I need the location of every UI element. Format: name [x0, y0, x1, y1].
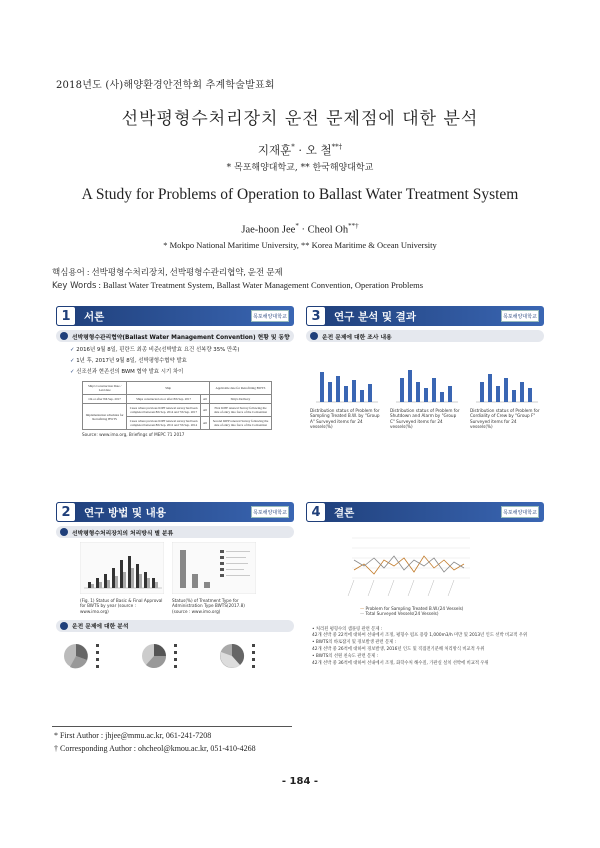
panel-1-bullet: ✓ 2016년 9월 8일, 핀란드 최종 비준(선박발효 요건 선복량 35% 만족)	[70, 345, 294, 353]
pie-chart-thumbnail	[62, 638, 132, 674]
panel-introduction	[56, 306, 294, 437]
author-1-mark: *	[291, 143, 295, 152]
line-chart-thumbnail	[342, 530, 472, 602]
panel-1-bullet: ✓ 1년 후, 2017년 9월 8일, 선박평형수협약 발효	[70, 356, 294, 364]
panel-2-sub-text: 선박평형수처리장치의 처리방식 별 분류	[72, 530, 174, 537]
table-header: Ship	[127, 382, 210, 395]
bullet-dot-icon	[60, 622, 68, 630]
authors-korean	[0, 142, 600, 158]
affiliation-english: * Mokpo National Maritime University, ** Korea Maritime & Ocean University	[163, 240, 437, 250]
conclusion-detail: 42개 선박 중 22척에 대하여 선내에서 조정, 평형수 펌프 용량 1,000m3/h 미만 및 2013년 인도 선박 비교적 우위	[312, 633, 528, 639]
university-logo: 목포해양대학교	[501, 506, 539, 518]
panel-1-bullet: ✓ 신조선과 현존선의 BWM 협약 발효 시기 차이	[70, 367, 294, 375]
pie-charts	[62, 638, 288, 674]
table-header: Applicable date for Retrofitting BWTS	[209, 382, 271, 395]
table-cell: All	[200, 404, 209, 417]
panel-2-figures	[80, 542, 294, 614]
table-cell: Ships constructed on or after 8th Sep. 2017	[127, 395, 201, 404]
keywords-en-label: Key Words	[52, 281, 97, 291]
legend-text: Total Surveyed Vessels(24 Vessels)	[365, 611, 439, 617]
conclusion-item: • 처리된 평형수의 샘플링 관련 문제 :	[312, 626, 383, 632]
panel-2-subheading	[56, 526, 294, 538]
title-korean: 선박평형수처리장치 운전 문제점에 대한 분석	[121, 109, 479, 129]
keywords-ko-label: 핵심용어	[52, 268, 85, 278]
survey-chart-group-a	[310, 352, 380, 429]
author-en-sep: ·	[298, 224, 308, 236]
table-cell: Cases where previous IOPP renewal survey had been completed between 8th Sep. 2012 and 7th Sep. 2014	[127, 417, 201, 430]
panel-results	[306, 306, 544, 429]
table-cell: Implementation schedules for Retrofitting BWTS	[83, 404, 127, 430]
panel-2-sub-text-2: 운전 문제에 대한 분석	[72, 624, 129, 631]
author-2-mark: **†	[331, 143, 343, 152]
panel-3-title: 연구 분석 및 결과	[334, 310, 416, 323]
title-english: A Study for Problems of Operation to Ballast Water Treatment System	[81, 186, 519, 203]
author-en-1: Jae-hoon Jee	[241, 224, 296, 236]
table-cell: Ship's Delivery	[209, 395, 271, 404]
bar-chart-thumbnail	[310, 352, 380, 408]
conclusion-detail: 42개 선박 중 26척에 대하여 경보발생, 2016년 인도 및 직접전기분해 처리방식 비교적 우위	[312, 647, 485, 653]
footnote-first-author: * First Author : jhjee@mmu.ac.kr, 061-241-7208	[54, 731, 212, 740]
panel-1-subheading	[56, 330, 294, 342]
approval-figure	[80, 542, 164, 614]
panel-1-sub-text: 선박평형수관리협약(Ballast Water Management Convention) 현황 및 동향	[72, 334, 290, 341]
panel-2-number: 2	[56, 502, 76, 522]
bar-chart-thumbnail	[470, 352, 540, 408]
conclusion-item: • BWTS의 바로잡지 및 경보발생 관련 문제 :	[312, 640, 397, 646]
survey-chart-group-f	[470, 352, 540, 429]
conclusion-heading: 처리된 평형수의 샘플링 관련 문제 :	[315, 626, 383, 632]
conclusion-line-chart	[342, 530, 544, 617]
panel-3-number: 3	[306, 306, 326, 326]
author-en-2: Cheol Oh	[307, 224, 349, 236]
panel-1-header	[56, 306, 294, 326]
panel-1-title: 서론	[84, 310, 105, 323]
author-en-1-mark: *	[295, 222, 299, 230]
footnote-corresponding-author: † Corresponding Author : ohcheol@kmou.ac.kr, 051-410-4268	[54, 744, 256, 753]
panel-2-title: 연구 방법 및 내용	[84, 506, 166, 519]
university-logo: 목포해양대학교	[251, 506, 289, 518]
legend-line-icon: —	[360, 611, 365, 617]
chart-caption: Distribution status of Problem for Shutdown and Alarm by "Group C" Surveyed items for 24 vessels(%)	[390, 408, 460, 429]
bar-chart-thumbnail	[390, 352, 460, 408]
chart-legend	[360, 606, 544, 617]
table-cell: Cases where previous IOPP renewal survey had been completed between 8th Sep. 2014 and 7th Sep. 2017	[127, 404, 201, 417]
treatment-type-chart-thumbnail	[172, 542, 256, 594]
author-en-2-mark: **†	[348, 222, 359, 230]
panel-3-subheading	[306, 330, 544, 342]
legend-text: Problem for Sampling Treated B.W.(24 Vessels)	[365, 606, 464, 611]
panel-4-title: 결론	[334, 506, 355, 519]
affiliation-korean: * 목포해양대학교, ** 한국해양대학교	[226, 163, 374, 173]
pie-chart-thumbnail	[218, 638, 288, 674]
keywords-korean	[52, 266, 283, 278]
authors-english	[0, 222, 600, 236]
conclusion-list	[312, 627, 544, 668]
author-sep: ·	[294, 143, 306, 157]
university-logo: 목포해양대학교	[251, 310, 289, 322]
conference-line: 2018년도 (사)해양환경안전학회 추계학술발표회	[56, 80, 275, 91]
chart-caption: Distribution status of Problem for Sampling Treated B.W. by "Group A" Surveyed items for 24 vessels(%)	[310, 408, 380, 429]
footnote-divider	[52, 726, 292, 727]
survey-chart-group-c	[390, 352, 460, 429]
bwts-schedule-table	[82, 381, 272, 430]
panel-3-header	[306, 306, 544, 326]
legend-item-total	[360, 611, 544, 616]
figure-caption: (Fig. 1) Status of Basic & Final Approval for BWTS by year (source : www.imo.org)	[80, 598, 163, 614]
conclusion-item: • BWTS의 선원 친숙도 관련 문제 :	[312, 654, 379, 659]
bullet-dot-icon	[60, 528, 68, 536]
table-cell: All	[200, 417, 209, 430]
keywords-english	[52, 280, 423, 291]
panel-4-number: 4	[306, 502, 326, 522]
bullet-dot-icon	[310, 332, 318, 340]
conclusion-detail: 42개 선박 중 36척에 대하여 선내에서 조정, 화학수처 해수질, 가관실 설치 선박에 비교적 우위	[312, 660, 489, 666]
panel-2-subheading-2	[56, 620, 294, 632]
survey-charts	[310, 352, 540, 429]
bullet-dot-icon	[60, 332, 68, 340]
panel-3-sub-text: 운전 문제에 대한 조사 내용	[322, 334, 392, 341]
table-cell: All	[200, 395, 209, 404]
panel-4-header	[306, 502, 544, 522]
table-source: Source: www.imo.org, Briefings of MEPC 71 2017	[82, 432, 185, 437]
keywords-ko-text: : 선박평형수처리장치, 선박평형수관리협약, 운전 문제	[84, 267, 283, 277]
conclusion-heading: BWTS의 선원 친숙도 관련 문제 :	[315, 654, 379, 659]
keywords-en-text: : Ballast Water Treatment System, Ballast Water Management Convention, Operation Problems	[96, 280, 424, 290]
author-1: 지재훈	[257, 143, 292, 157]
legend-line-icon: —	[360, 606, 365, 611]
pie-chart-thumbnail	[140, 638, 210, 674]
conclusion-heading: BWTS의 바로잡지 및 경보발생 관련 문제 :	[315, 640, 397, 646]
table-cell: First IOPP renewal Survey following the date of entry into force of the Convention	[209, 404, 271, 417]
university-logo: 목포해양대학교	[501, 310, 539, 322]
treatment-type-figure	[172, 542, 256, 614]
approval-bar-chart-thumbnail	[80, 542, 164, 594]
figure-caption: Status(%) of Treatment Type for Administration Type BWTS(2017.8) (source : www.imo.org)	[172, 598, 245, 614]
table-cell: On or after 8th Sep. 2017	[83, 395, 127, 404]
author-2: 오 철	[305, 143, 332, 157]
chart-caption: Distribution status of Problem for Cordiality of Crew by "Group F" Surveyed items for 24 vessels(%)	[470, 408, 540, 429]
table-header: Ship's Construction Date / Laid date	[83, 382, 127, 395]
page-number: - 184 -	[281, 776, 319, 787]
panel-methods	[56, 502, 294, 674]
panel-1-number: 1	[56, 306, 76, 326]
panel-conclusion	[306, 502, 544, 668]
table-cell: Second IOPP renewal Survey following the date of entry into force of the Convention	[209, 417, 271, 430]
panel-2-header	[56, 502, 294, 522]
